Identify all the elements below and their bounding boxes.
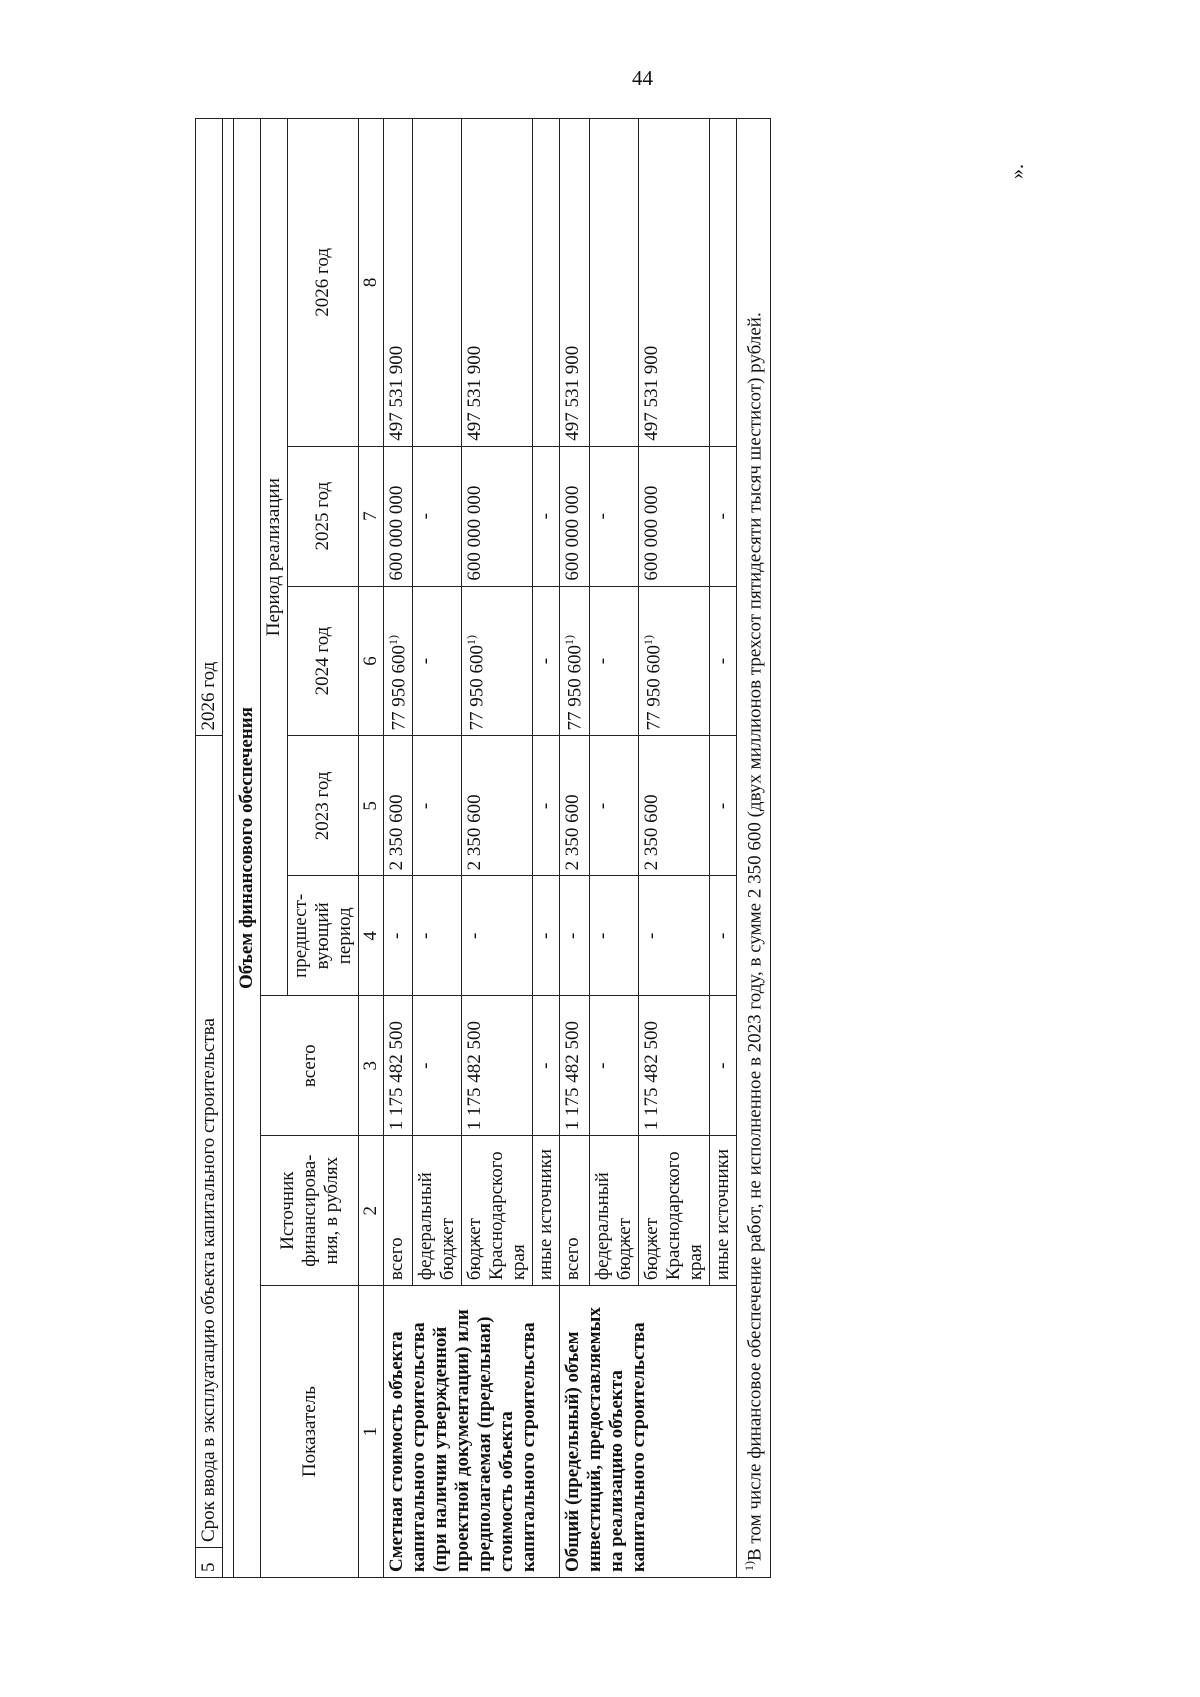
y2026-cell	[709, 119, 736, 447]
y2026-cell	[413, 119, 462, 447]
spacer-row	[223, 119, 234, 1578]
closing-quote: ».	[1006, 164, 1028, 179]
footnote-ref: 1)	[464, 634, 479, 645]
column-number-row	[359, 119, 384, 1578]
prev-cell: -	[413, 876, 462, 996]
prev-cell: -	[560, 876, 589, 996]
y2026-cell	[533, 119, 560, 447]
prev-cell: -	[384, 876, 413, 996]
page-number: 44	[632, 66, 653, 90]
y2024-cell: -	[533, 586, 560, 736]
y2025-cell: -	[709, 446, 736, 586]
y2023-cell: -	[533, 736, 560, 876]
term-row-label: Срок ввода в эксплуатацию объекта капитального строительства	[196, 736, 223, 1548]
source-cell: федеральный бюджет	[589, 1136, 638, 1286]
col-number: 4	[359, 876, 384, 996]
total-cell: 1 175 482 500	[384, 996, 413, 1136]
indicator-cell: Сметная стоимость объекта капитального строительства (при наличии утвержденной проектной документации) или предполагаемая (предельная) стоимость объекта капитального строительства	[384, 1286, 560, 1578]
footnote-marker: 1)	[741, 1561, 756, 1571]
term-row-number: 5	[196, 1548, 223, 1578]
indicator-header: Показатель	[261, 1286, 359, 1578]
y2023-cell: 2 350 600	[384, 736, 413, 876]
total-cell: 1 175 482 500	[560, 996, 589, 1136]
prev-cell: -	[462, 876, 533, 996]
header-row-1	[261, 119, 288, 1578]
y2024-cell: -	[589, 586, 638, 736]
y2026-cell: 497 531 900	[384, 119, 413, 447]
indicator-cell: Общий (предельный) объем инвестиций, предоставляемых на реализацию объекта капитального строительства	[560, 1286, 736, 1578]
y2023-cell: 2 350 600	[560, 736, 589, 876]
y2026-cell: 497 531 900	[638, 119, 709, 447]
prev-cell: -	[533, 876, 560, 996]
table-row	[560, 119, 589, 1578]
y2025-cell: -	[589, 446, 638, 586]
y2023-cell: 2 350 600	[462, 736, 533, 876]
prev-cell: -	[638, 876, 709, 996]
table-title: Объем финансового обеспечения	[234, 119, 261, 1578]
y2025-cell: 600 000 000	[384, 446, 413, 586]
prev-period-header: предшест-вующий период	[288, 876, 359, 996]
prev-cell: -	[709, 876, 736, 996]
term-row-value: 2026 год	[196, 119, 223, 736]
total-header: всего	[261, 996, 359, 1136]
y2025-cell: 600 000 000	[462, 446, 533, 586]
y2025-cell: 600 000 000	[638, 446, 709, 586]
source-cell: иные источники	[533, 1136, 560, 1286]
total-cell: 1 175 482 500	[638, 996, 709, 1136]
col-number: 3	[359, 996, 384, 1136]
year-2024-header: 2024 год	[288, 586, 359, 736]
y2023-cell: -	[709, 736, 736, 876]
y2025-cell: -	[413, 446, 462, 586]
y2023-cell: -	[589, 736, 638, 876]
source-cell: иные источники	[709, 1136, 736, 1286]
table-row	[384, 119, 413, 1578]
y2024-cell: 77 950 600$^{1)}$	[384, 586, 413, 736]
footnote-row	[736, 119, 770, 1578]
prev-cell: -	[589, 876, 638, 996]
term-row	[196, 119, 223, 1578]
col-number: 8	[359, 119, 384, 447]
footnote-ref: 1)	[640, 634, 655, 645]
y2024-cell: -	[709, 586, 736, 736]
y2025-cell: -	[533, 446, 560, 586]
total-cell: -	[533, 996, 560, 1136]
total-cell: 1 175 482 500	[462, 996, 533, 1136]
year-2023-header: 2023 год	[288, 736, 359, 876]
col-number: 2	[359, 1136, 384, 1286]
source-cell: федеральный бюджет	[413, 1136, 462, 1286]
col-number: 6	[359, 586, 384, 736]
total-cell: -	[709, 996, 736, 1136]
y2026-cell: 497 531 900	[560, 119, 589, 447]
y2024-cell: 77 950 600$^{1)}$	[560, 586, 589, 736]
source-cell: бюджет Краснодарского края	[462, 1136, 533, 1286]
footnote-ref: 1)	[386, 634, 400, 645]
source-header: Источник финансирова-ния, в рублях	[261, 1136, 359, 1286]
y2026-cell	[589, 119, 638, 447]
y2025-cell: 600 000 000	[560, 446, 589, 586]
y2026-cell: 497 531 900	[462, 119, 533, 447]
footnote-ref: 1)	[562, 634, 577, 645]
source-cell: всего	[560, 1136, 589, 1286]
y2023-cell: -	[413, 736, 462, 876]
y2024-cell: 77 950 600$^{1)}$	[462, 586, 533, 736]
y2024-cell: 77 950 600$^{1)}$	[638, 586, 709, 736]
y2023-cell: 2 350 600	[638, 736, 709, 876]
period-header: Период реализации	[261, 119, 288, 996]
col-number: 5	[359, 736, 384, 876]
col-number: 7	[359, 446, 384, 586]
footnote-text: В том числе финансовое обеспечение работ, не исполненное в 2023 году, в сумме 2 350 600 (двух миллионов трехсот пятидесяти тысяч шестисот) рублей.	[743, 312, 765, 1561]
total-cell: -	[413, 996, 462, 1136]
source-cell: бюджет Краснодарского края	[638, 1136, 709, 1286]
title-row	[234, 119, 261, 1578]
rotated-table-area	[195, 118, 995, 1578]
total-cell: -	[589, 996, 638, 1136]
footnote	[736, 119, 770, 1578]
year-2025-header: 2025 год	[288, 446, 359, 586]
y2024-cell: -	[413, 586, 462, 736]
year-2026-header: 2026 год	[288, 119, 359, 447]
financing-table	[195, 118, 771, 1578]
source-cell: всего	[384, 1136, 413, 1286]
col-number: 1	[359, 1286, 384, 1578]
